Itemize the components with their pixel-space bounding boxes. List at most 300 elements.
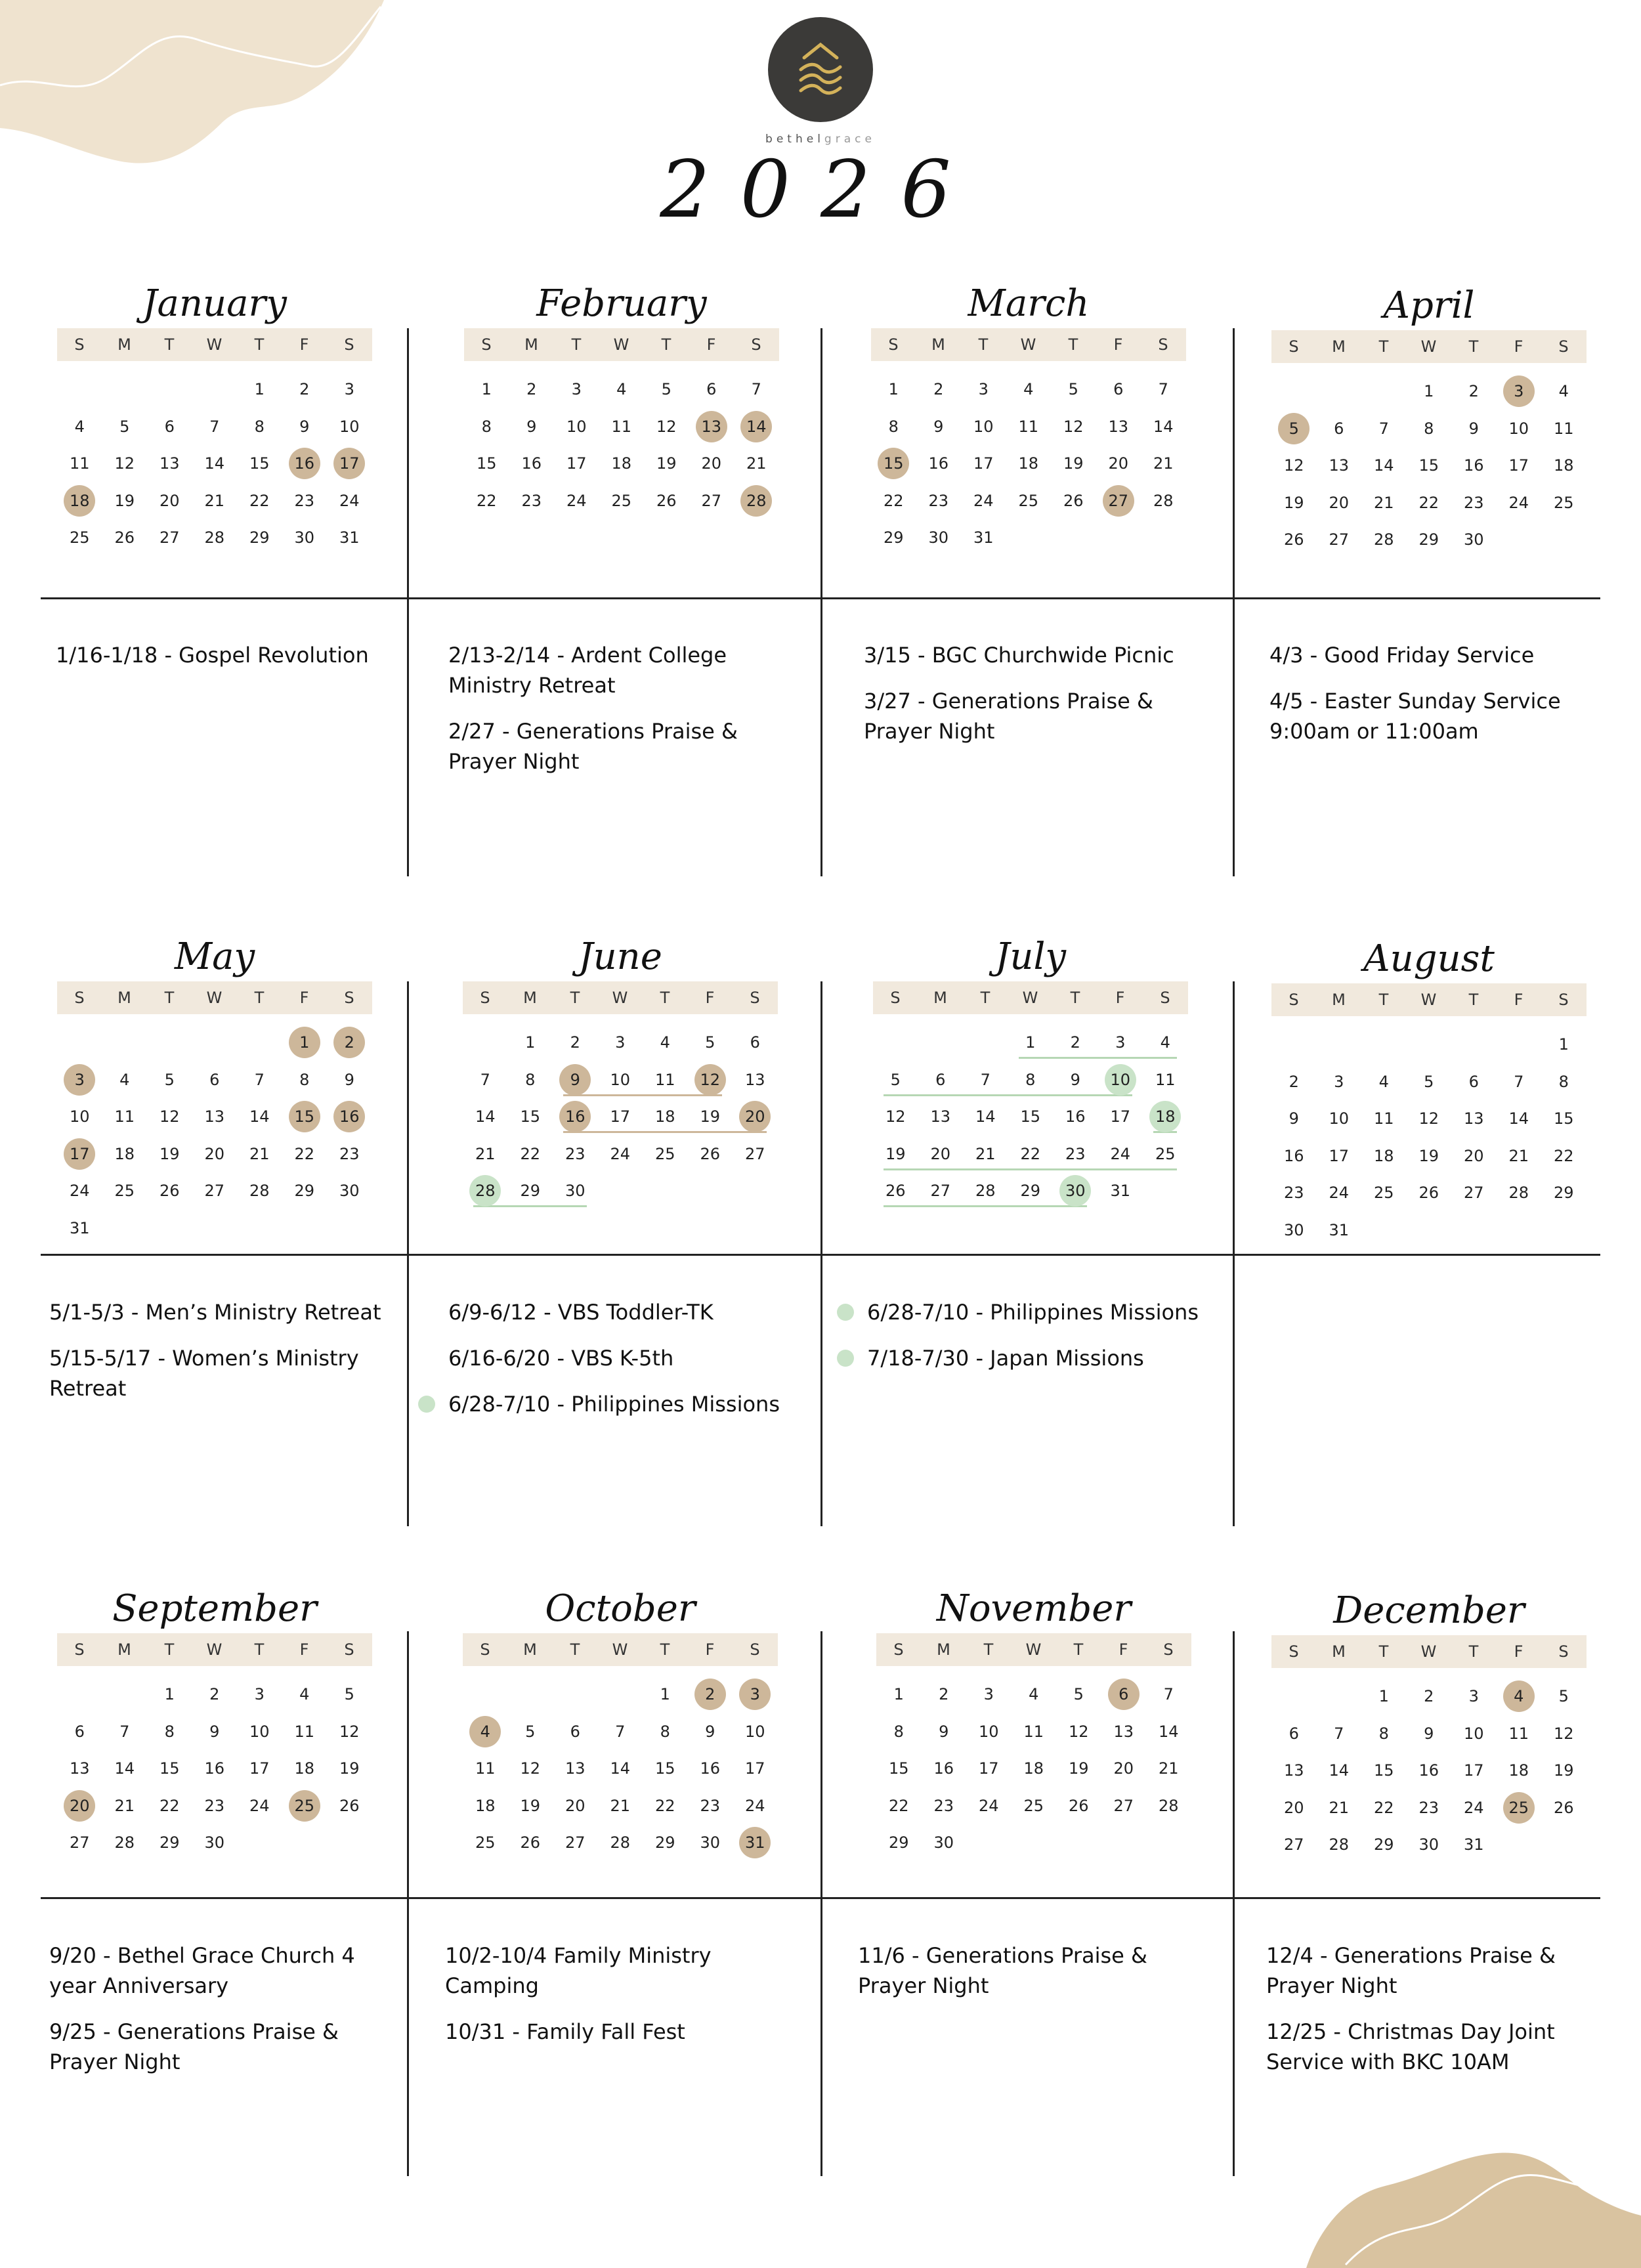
day-cell: 14 [740, 411, 772, 442]
day-cell: 21 [610, 1796, 631, 1815]
day-cell: 30 [339, 1182, 360, 1200]
event-item [1269, 686, 1611, 746]
weekday-label: W [1020, 335, 1036, 354]
event-text: 9/25 - Generations Praise & Prayer Night [49, 2019, 339, 2074]
event-item [448, 1343, 790, 1373]
day-cell: 29 [249, 528, 270, 547]
day-cell: 20 [1329, 493, 1350, 512]
column-divider [407, 981, 409, 1526]
weekday-label: T [570, 1640, 580, 1659]
day-cell: 5 [661, 380, 671, 398]
month-name: January [142, 282, 287, 325]
day-cell: 14 [249, 1107, 270, 1126]
day-cell: 17 [1329, 1146, 1350, 1165]
event-text: 5/15-5/17 - Women’s Ministry Retreat [49, 1346, 359, 1401]
day-cell: 18 [654, 1107, 675, 1126]
day-cell: 10 [249, 1722, 270, 1741]
event-item [448, 640, 790, 700]
day-cell: 7 [1163, 1685, 1174, 1703]
day-cell: 22 [888, 1796, 909, 1815]
day-cell: 8 [888, 417, 899, 436]
events-october [445, 1940, 786, 2063]
day-cell: 11 [1023, 1722, 1044, 1741]
day-cell: 11 [1553, 419, 1574, 438]
day-cell: 20 [565, 1796, 586, 1815]
day-cell: 22 [1418, 493, 1439, 512]
day-cell: 30 [928, 528, 949, 547]
day-cell: 18 [611, 454, 632, 473]
event-text: 12/25 - Christmas Day Joint Service with BKC 10AM [1266, 2019, 1555, 2074]
day-cell: 2 [299, 380, 310, 398]
brand-name [722, 133, 919, 146]
day-cell: 19 [1283, 493, 1304, 512]
date-range-line [884, 1094, 1132, 1096]
day-cell: 17 [1463, 1761, 1484, 1780]
day-cell: 3 [254, 1685, 265, 1703]
day-cell: 29 [888, 1833, 909, 1852]
day-cell: 4 [299, 1685, 310, 1703]
weekday-label: T [570, 989, 580, 1007]
day-cell: 14 [1329, 1761, 1350, 1780]
day-cell: 23 [1283, 1184, 1304, 1202]
day-cell: 18 [64, 485, 95, 517]
weekday-label: S [74, 989, 85, 1007]
day-cell: 7 [119, 1722, 130, 1741]
day-cell: 7 [1158, 380, 1168, 398]
column-divider [820, 328, 822, 876]
day-cell: 3 [1115, 1033, 1126, 1052]
weekday-label: M [1332, 1642, 1346, 1661]
event-text: 6/28-7/10 - Philippines Missions [867, 1300, 1199, 1325]
brand-name-light: grace [824, 133, 876, 146]
day-cell: 15 [1373, 1761, 1394, 1780]
day-cell: 4 [1160, 1033, 1170, 1052]
weekday-label: W [1022, 989, 1038, 1007]
day-cell: 7 [980, 1070, 991, 1089]
day-cell: 18 [1149, 1101, 1181, 1132]
day-cell: 26 [114, 528, 135, 547]
day-cell: 8 [164, 1722, 175, 1741]
day-cell: 8 [1558, 1072, 1569, 1091]
day-cell: 30 [294, 528, 315, 547]
day-cell: 10 [69, 1107, 90, 1126]
column-divider [407, 1631, 409, 2176]
day-cell: 17 [978, 1759, 999, 1778]
weekday-header [57, 981, 372, 1014]
missions-dot-icon [837, 1350, 854, 1367]
day-cell: 14 [975, 1107, 996, 1126]
day-cell: 7 [1514, 1072, 1524, 1091]
day-cell: 19 [1418, 1146, 1439, 1165]
day-cell: 18 [1508, 1761, 1529, 1780]
day-cell: 27 [744, 1144, 765, 1163]
day-cell: 20 [701, 454, 722, 473]
day-cell: 26 [1063, 491, 1084, 510]
day-cell: 27 [930, 1182, 951, 1200]
weekday-label: T [1468, 991, 1479, 1009]
day-cell: 26 [159, 1182, 180, 1200]
day-cell: 16 [289, 448, 320, 479]
day-cell: 24 [973, 491, 994, 510]
weekday-header [57, 328, 372, 361]
weekday-label: M [524, 335, 538, 354]
day-cell: 31 [739, 1827, 771, 1858]
weekday-label: T [660, 1640, 670, 1659]
month-calendar-august [1271, 937, 1587, 1239]
day-cell: 24 [566, 491, 587, 510]
weekday-label: W [206, 1640, 223, 1659]
weekday-header [1271, 983, 1587, 1016]
day-cell: 11 [1508, 1724, 1529, 1743]
weekday-header [1271, 330, 1587, 363]
event-item [858, 1940, 1199, 2001]
day-cell: 27 [1103, 485, 1134, 517]
day-cell: 20 [204, 1144, 225, 1163]
day-cell: 20 [159, 491, 180, 510]
day-cell: 17 [64, 1138, 95, 1170]
event-item [49, 2017, 391, 2077]
day-cell: 17 [1508, 456, 1529, 475]
day-cell: 18 [1023, 1759, 1044, 1778]
day-cell: 12 [339, 1722, 360, 1741]
day-cell: 9 [933, 417, 944, 436]
column-divider [407, 328, 409, 876]
day-cell: 4 [660, 1033, 670, 1052]
day-cell: 15 [520, 1107, 541, 1126]
day-cell: 29 [520, 1182, 541, 1200]
day-cell: 11 [1018, 417, 1039, 436]
month-calendar-november [876, 1587, 1191, 1852]
day-cell: 24 [249, 1796, 270, 1815]
weekday-label: M [931, 335, 945, 354]
day-cell: 9 [299, 417, 310, 436]
weekday-header [871, 328, 1186, 361]
day-cell: 22 [249, 491, 270, 510]
day-cell: 16 [700, 1759, 721, 1778]
day-cell: 16 [928, 454, 949, 473]
weekday-label: T [1468, 337, 1479, 356]
day-cell: 21 [475, 1144, 496, 1163]
weekday-label: S [751, 335, 761, 354]
day-cell: 2 [1424, 1687, 1434, 1705]
day-cell: 13 [1108, 417, 1129, 436]
day-cell: 12 [114, 454, 135, 473]
day-cell: 7 [1378, 419, 1389, 438]
day-cell: 16 [204, 1759, 225, 1778]
day-cell: 17 [566, 454, 587, 473]
weekday-label: M [523, 1640, 537, 1659]
day-cell: 11 [654, 1070, 675, 1089]
event-text: 4/5 - Easter Sunday Service 9:00am or 11:00am [1269, 689, 1561, 744]
day-cell: 13 [930, 1107, 951, 1126]
day-cell: 6 [1334, 419, 1344, 438]
month-calendar-may [57, 935, 372, 1237]
day-cell: 11 [1373, 1109, 1394, 1128]
day-cell: 29 [1418, 530, 1439, 549]
weekday-label: T [660, 989, 670, 1007]
day-cell: 26 [520, 1833, 541, 1852]
day-cell: 3 [64, 1064, 95, 1096]
events-may [49, 1297, 391, 1419]
day-cell: 31 [1110, 1182, 1131, 1200]
day-cell: 15 [878, 448, 909, 479]
day-cell: 19 [1553, 1761, 1574, 1780]
day-cell: 1 [164, 1685, 175, 1703]
month-name: September [112, 1587, 317, 1630]
day-cell: 20 [1283, 1798, 1304, 1817]
event-text: 10/31 - Family Fall Fest [445, 2019, 685, 2044]
weekday-label: S [74, 1640, 85, 1659]
weekday-label: T [164, 1640, 175, 1659]
day-cell: 17 [249, 1759, 270, 1778]
day-cell: 27 [1463, 1184, 1484, 1202]
day-cell: 13 [696, 411, 727, 442]
day-cell: 27 [565, 1833, 586, 1852]
day-cell: 12 [1553, 1724, 1574, 1743]
day-cell: 15 [159, 1759, 180, 1778]
day-cell: 30 [700, 1833, 721, 1852]
weekday-label: S [750, 1640, 760, 1659]
day-cell: 19 [520, 1796, 541, 1815]
weekday-label: F [706, 335, 716, 354]
month-calendar-october [463, 1587, 778, 1852]
weekday-label: F [705, 989, 715, 1007]
day-cell: 16 [1283, 1146, 1304, 1165]
column-divider [1233, 328, 1235, 876]
day-cell: 29 [159, 1833, 180, 1852]
day-cell: 16 [559, 1101, 591, 1132]
day-cell: 6 [1108, 1679, 1140, 1710]
month-name: November [936, 1587, 1132, 1630]
month-calendar-june [463, 935, 778, 1200]
day-cell: 16 [521, 454, 542, 473]
day-cell: 19 [159, 1144, 180, 1163]
waves-logo-icon [768, 17, 873, 122]
day-cell: 13 [1283, 1761, 1304, 1780]
day-cell: 16 [1463, 456, 1484, 475]
day-cell: 8 [1424, 419, 1434, 438]
day-cell: 15 [1020, 1107, 1041, 1126]
month-calendar-february [464, 282, 779, 519]
day-cell: 4 [119, 1070, 130, 1089]
weekday-label: T [661, 335, 671, 354]
day-cell: 29 [294, 1182, 315, 1200]
event-text: 4/3 - Good Friday Service [1269, 643, 1535, 668]
day-cell: 13 [1463, 1109, 1484, 1128]
day-cell: 23 [1065, 1144, 1086, 1163]
day-cell: 9 [1070, 1070, 1080, 1089]
day-cell: 22 [520, 1144, 541, 1163]
weekday-label: F [299, 1640, 309, 1659]
day-cell: 6 [706, 380, 717, 398]
weekday-label: T [1378, 1642, 1389, 1661]
day-cell: 27 [1283, 1835, 1304, 1854]
day-cell: 10 [973, 417, 994, 436]
day-cell: 23 [933, 1796, 954, 1815]
weekday-label: T [164, 989, 175, 1007]
weekday-label: W [613, 335, 629, 354]
events-february [448, 640, 790, 792]
day-cell: 14 [475, 1107, 496, 1126]
day-cell: 15 [1418, 456, 1439, 475]
day-cell: 24 [744, 1796, 765, 1815]
day-cell: 23 [204, 1796, 225, 1815]
weekday-label: F [299, 335, 309, 354]
day-cell: 10 [1105, 1064, 1136, 1096]
day-cell: 2 [1468, 382, 1479, 400]
event-item [864, 686, 1205, 746]
day-cell: 14 [1508, 1109, 1529, 1128]
day-cell: 22 [476, 491, 497, 510]
day-cell: 1 [1025, 1033, 1036, 1052]
event-item [867, 1343, 1208, 1373]
day-cell: 16 [1418, 1761, 1439, 1780]
day-cell: 4 [469, 1716, 501, 1747]
day-cell: 25 [114, 1182, 135, 1200]
event-text: 9/20 - Bethel Grace Church 4 year Anniversary [49, 1943, 355, 1998]
weekday-label: S [480, 989, 490, 1007]
day-cell: 30 [565, 1182, 586, 1200]
day-cell: 12 [1063, 417, 1084, 436]
day-cell: 30 [1059, 1175, 1091, 1207]
day-cell: 28 [1329, 1835, 1350, 1854]
day-cell: 23 [339, 1144, 360, 1163]
event-item [867, 1297, 1208, 1327]
month-name: August [1363, 937, 1495, 980]
day-cell: 21 [1329, 1798, 1350, 1817]
day-cell: 18 [1018, 454, 1039, 473]
day-cell: 20 [739, 1101, 771, 1132]
day-cell: 21 [746, 454, 767, 473]
day-cell: 4 [1503, 1680, 1535, 1712]
event-item [448, 716, 790, 777]
day-cell: 13 [1113, 1722, 1134, 1741]
date-range-line [563, 1094, 722, 1096]
day-cell: 6 [1113, 380, 1124, 398]
day-cell: 13 [69, 1759, 90, 1778]
event-text: 10/2-10/4 Family Ministry Camping [445, 1943, 712, 1998]
day-cell: 5 [1424, 1072, 1434, 1091]
day-cell: 12 [1283, 456, 1304, 475]
day-cell: 12 [885, 1107, 906, 1126]
day-cell: 10 [1329, 1109, 1350, 1128]
day-cell: 8 [525, 1070, 536, 1089]
day-cell: 2 [694, 1679, 726, 1710]
day-cell: 11 [475, 1759, 496, 1778]
day-cell: 12 [1418, 1109, 1439, 1128]
day-cell: 31 [69, 1218, 90, 1237]
day-cell: 6 [209, 1070, 220, 1089]
events-december [1266, 1940, 1608, 2093]
day-cell: 2 [933, 380, 944, 398]
weekday-label: F [705, 1640, 715, 1659]
weekday-header [463, 981, 778, 1014]
day-cell: 19 [339, 1759, 360, 1778]
weekday-label: W [1420, 1642, 1437, 1661]
day-cell: 5 [1068, 380, 1078, 398]
day-cell: 29 [1373, 1835, 1394, 1854]
events-april [1269, 640, 1611, 762]
day-cell: 6 [750, 1033, 760, 1052]
day-cell: 28 [1158, 1796, 1179, 1815]
weekday-label: S [893, 1640, 904, 1659]
weekday-label: T [978, 335, 989, 354]
day-cell: 14 [1158, 1722, 1179, 1741]
day-cell: 31 [1463, 1835, 1484, 1854]
event-text: 6/28-7/10 - Philippines Missions [448, 1392, 780, 1417]
day-cell: 11 [1155, 1070, 1176, 1089]
day-cell: 16 [333, 1101, 365, 1132]
weekday-label: W [612, 1640, 628, 1659]
day-cell: 4 [1023, 380, 1034, 398]
day-cell: 21 [975, 1144, 996, 1163]
day-cell: 10 [566, 417, 587, 436]
day-cell: 27 [204, 1182, 225, 1200]
day-cell: 9 [526, 417, 537, 436]
day-cell: 1 [525, 1033, 536, 1052]
day-cell: 9 [705, 1722, 715, 1741]
weekday-header [57, 1633, 372, 1666]
day-cell: 4 [74, 417, 85, 436]
weekday-label: S [1558, 991, 1569, 1009]
weekday-label: T [1378, 991, 1389, 1009]
weekday-label: S [480, 1640, 490, 1659]
day-cell: 20 [1463, 1146, 1484, 1165]
events-march [864, 640, 1205, 762]
weekday-label: M [523, 989, 537, 1007]
weekday-label: T [571, 335, 582, 354]
month-name: July [994, 935, 1067, 978]
weekday-label: M [1332, 337, 1346, 356]
day-cell: 26 [1418, 1184, 1439, 1202]
day-cell: 9 [939, 1722, 949, 1741]
month-name: March [968, 282, 1090, 325]
weekday-label: S [344, 1640, 354, 1659]
day-cell: 24 [339, 491, 360, 510]
event-item [1269, 640, 1611, 670]
day-cell: 13 [159, 454, 180, 473]
day-cell: 26 [700, 1144, 721, 1163]
day-cell: 3 [983, 1685, 994, 1703]
weekday-label: T [1073, 1640, 1084, 1659]
day-cell: 1 [1558, 1035, 1569, 1054]
day-cell: 21 [114, 1796, 135, 1815]
day-cell: 19 [114, 491, 135, 510]
day-cell: 25 [611, 491, 632, 510]
day-cell: 23 [521, 491, 542, 510]
day-cell: 6 [570, 1722, 580, 1741]
event-text: 2/27 - Generations Praise & Prayer Night [448, 719, 738, 774]
weekday-label: M [117, 335, 131, 354]
weekday-label: S [888, 335, 899, 354]
day-cell: 5 [890, 1070, 901, 1089]
weekday-label: M [1332, 991, 1346, 1009]
day-cell: 21 [249, 1144, 270, 1163]
day-cell: 21 [204, 491, 225, 510]
day-cell: 28 [204, 528, 225, 547]
day-cell: 10 [978, 1722, 999, 1741]
day-cell: 4 [1558, 382, 1569, 400]
weekday-header [463, 1633, 778, 1666]
month-name: December [1333, 1589, 1525, 1632]
day-cell: 28 [1373, 530, 1394, 549]
event-item [49, 1940, 391, 2001]
brand-name-bold: bethel [765, 133, 824, 146]
day-cell: 1 [1378, 1687, 1389, 1705]
day-cell: 1 [888, 380, 899, 398]
event-item [1266, 1940, 1608, 2001]
missions-dot-icon [837, 1304, 854, 1321]
